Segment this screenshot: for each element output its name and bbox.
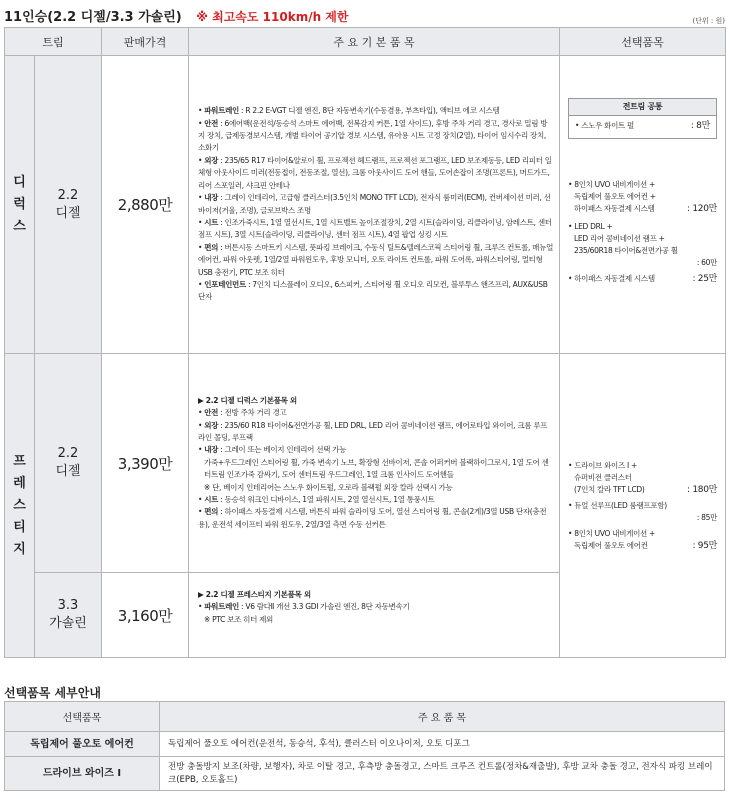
feature-text: : 235/65 R17 타이어&알로이 휠, 프로젝션 헤드램프, 프로젝션 포그램프, LED 보조제동등, LED 리피터 일체형 아웃사이드 미러(전동접이, 전동조절, 열선), 크롬 아웃사이드 도어 핸들, 도어손잡이 조명(프론트), 머드가드, 리어 스포일러, 샤크핀 안테나	[198, 155, 552, 190]
feature-text: : 전방 주차 거리 경고	[218, 408, 287, 418]
option-label: • 스노우 화이트 펄	[575, 121, 635, 130]
option-line: • 드라이브 와이즈 I +	[568, 460, 637, 470]
header-price: 판매가격	[102, 28, 189, 56]
option-line: 235/60R18 타이어&전면가공 휠	[574, 246, 678, 255]
option-line: • 듀얼 선루프(LED 룸램프포함)	[568, 500, 667, 510]
option-line: 독립제어 풀오토 에어컨	[574, 540, 648, 550]
option-line: (7인치 칼라 TFT LCD)	[574, 484, 645, 494]
detail-row	[5, 732, 725, 757]
feature-text: : 동승석 워크인 디바이스, 1열 파워시트, 2열 열선시트, 1열 통풍시트	[218, 495, 435, 505]
trim-char: 럭	[13, 196, 26, 212]
feature-item: • 파워트레인 : V6 람다Ⅱ 개선 3.3 GDI 가솔린 엔진, 8단 자동변속기	[198, 602, 410, 612]
row-deluxe	[5, 56, 726, 354]
feature-item: • 인포테인먼트 : 7인치 디스플레이 오디오, 6스피커, 스티어링 휠 오디오 리모컨, 블루투스 핸즈프리, AUX&USB 단자	[198, 279, 548, 302]
engine-fuel: 디젤	[55, 464, 81, 479]
feature-item: • 외장 : 235/65 R17 타이어&알로이 휠, 프로젝션 헤드램프, 프로젝션 포그램프, LED 보조제동등, LED 리피터 일체형 아웃사이드 미러(전동접이, 전동조절, 열선), 크롬 아웃사이드 도어 핸들, 도어손잡이 조명(프론트), 머드가드, 리어 스포일러, 샤크핀 안테나	[198, 155, 552, 190]
common-options-title: 전트림 공통	[569, 99, 716, 116]
row-prestige-diesel	[5, 354, 726, 573]
feature-note: ※ 단, 베이지 인테리어는 스노우 화이트펄, 오로라 블랙펄 외장 칼라 선택시 가능	[204, 482, 453, 492]
header-trim: 트림	[5, 28, 102, 56]
trim-char: 스	[13, 497, 26, 513]
page-title	[4, 6, 349, 25]
option-line: • 8인치 UVO 내비게이션 +	[568, 180, 656, 189]
price-prestige-diesel: 3,390만	[102, 354, 189, 573]
features-prestige-diesel	[189, 354, 560, 573]
option-line: LED 리어 콤비네이션 램프 +	[574, 234, 665, 243]
option-price: : 25만	[692, 274, 718, 284]
detail-option-name: 독립제어 풀오토 에어컨	[5, 732, 160, 757]
price-deluxe: 2,880만	[102, 56, 189, 354]
feature-item: • 안전 : 6에어백(운전석/동승석 스마트 에어백, 전복감지 커튼, 1열 사이드), 후방 주차 거리 경고, 경사로 밀림 방지 장치, 급제동경보시스템, 개별 타이어 공기압 경보 시스템, 유아용 시트 고정 장치(2열), 타이어 임시수리 장치, 소화기	[198, 118, 548, 153]
engine-fuel: 가솔린	[49, 616, 87, 631]
engine-size: 3.3	[57, 598, 79, 613]
feature-label: 시트	[204, 217, 219, 227]
trim-prestige	[5, 354, 35, 658]
detail-header-items: 주 요 품 목	[160, 702, 725, 732]
feature-label: 시트	[204, 495, 219, 505]
option-item	[568, 179, 717, 215]
feature-label: 파워트레인	[204, 602, 239, 612]
price-table	[4, 27, 726, 658]
option-item	[568, 221, 717, 257]
feature-label: 편의	[204, 242, 219, 252]
option-item	[568, 500, 717, 524]
options-deluxe	[560, 56, 726, 354]
trim-deluxe	[5, 56, 35, 354]
feature-text: : 그레이 인테리어, 고급형 클러스터(3.5인치 MONO TFT LCD), 전자식 룸미러(ECM), 컨버세이션 미러, 선바이저(거울, 조명), 글로브박스 조명	[198, 193, 551, 215]
feature-text: : V6 람다Ⅱ 개선 3.3 GDI 가솔린 엔진, 8단 자동변속기	[238, 602, 410, 612]
feature-text: : 235/60 R18 타이어&전면가공 휠, LED DRL, LED 리어 콤비네이션 램프, 에어로타입 와이어, 크롬 루프라인 몰딩, 루프랙	[198, 420, 548, 442]
option-price: : 120만	[687, 204, 718, 214]
detail-option-name: 드라이브 와이즈 I	[5, 757, 160, 791]
header-features: 주 요 기 본 품 목	[189, 28, 560, 56]
detail-section-title: 선택품목 세부안내	[4, 686, 101, 700]
feature-label: 인포테인먼트	[204, 279, 246, 289]
option-item	[568, 460, 717, 496]
feature-label: 안전	[204, 118, 219, 128]
feature-label: 내장	[204, 445, 219, 455]
trim-char: 티	[13, 519, 26, 535]
option-item	[569, 116, 716, 138]
engine-prestige-gasoline	[35, 573, 102, 658]
detail-option-desc: 독립제어 풀오토 에어컨(운전석, 동승석, 후석), 클러스터 이오나이저, 오토 디포그	[160, 732, 725, 757]
feature-label: 내장	[204, 193, 219, 203]
feature-heading: ▶ 2.2 디젤 프레스티지 기본품목 외	[198, 590, 311, 599]
option-line: 독립제어 풀오토 에어컨 +	[574, 192, 656, 201]
detail-table	[4, 701, 725, 791]
feature-label: 외장	[204, 420, 219, 430]
engine-prestige-diesel	[35, 354, 102, 573]
common-options-box	[568, 98, 717, 139]
title-text: 11인승(2.2 디젤/3.3 가솔린)	[4, 10, 182, 25]
feature-item: 가죽+우드그레인 스티어링 휠, 가죽 변속기 노브, 확장형 선바이저, 콘솔 어퍼커버 블랙하이그로시, 1열 도어 센터트림 인조가죽 감싸기, 도어 센터트림 우드그레인, 1열 크롬 인사이드 도어핸들	[204, 457, 549, 480]
trim-char: 프	[13, 453, 26, 469]
engine-deluxe	[35, 56, 102, 354]
feature-item: • 외장 : 235/60 R18 타이어&전면가공 휠, LED DRL, LED 리어 콤비네이션 램프, 에어로타입 와이어, 크롬 루프라인 몰딩, 루프랙	[198, 420, 548, 442]
feature-label: 안전	[204, 408, 219, 418]
feature-item: • 편의 : 하이패스 자동결제 시스템, 버튼식 파워 슬라이딩 도어, 열선 스티어링 휠, 콘솔(2게)/3열 USB 단자(충전용), 운전석 세이프티 파워 윈도우, 2열/3열 측면 수동 선커튼	[198, 507, 547, 529]
option-item	[568, 528, 717, 552]
price-prestige-gasoline: 3,160만	[102, 573, 189, 658]
feature-item: • 내장 : 그레이 인테리어, 고급형 클러스터(3.5인치 MONO TFT LCD), 전자식 룸미러(ECM), 컨버세이션 미러, 선바이저(거울, 조명), 글로브박스 조명	[198, 193, 551, 215]
unit-label: (단위 : 원)	[692, 17, 725, 25]
feature-item: • 내장 : 그레이 또는 베이지 인테리어 선택 가능	[198, 445, 347, 455]
option-item	[568, 273, 717, 285]
detail-option-desc: 전방 충돌방지 보조(차량, 보행자), 차로 이탈 경고, 후측방 충돌경고, 스마트 크루즈 컨트롤(정차&재출발), 후방 교차 충돌 경고, 전자식 파킹 브레이크(EPB, 오토홀드)	[160, 757, 725, 791]
trim-char: 지	[13, 541, 26, 557]
option-line: • 8인치 UVO 내비게이션 +	[568, 528, 656, 538]
feature-heading: ▶ 2.2 디젤 디럭스 기본품목 외	[198, 395, 297, 405]
detail-table-header	[5, 702, 725, 732]
option-line: 하이패스 자동결제 시스템	[574, 204, 655, 213]
feature-text: : 6에어백(운전석/동승석 스마트 에어백, 전복감지 커튼, 1열 사이드), 후방 주차 거리 경고, 경사로 밀림 방지 장치, 급제동경보시스템, 개별 타이어 공기압 경보 시스템, 유아용 시트 고정 장치(2열), 타이어 임시수리 장치, 소화기	[198, 118, 548, 153]
feature-item: • 시트 : 동승석 워크인 디바이스, 1열 파워시트, 2열 열선시트, 1열 통풍시트	[198, 495, 435, 505]
option-price: : 85만	[696, 512, 718, 522]
option-price-row	[568, 257, 717, 269]
feature-text: : 버튼시동 스마트키 시스템, 풋파킹 브레이크, 수동식 틸트&텔레스코픽 스티어링 휠, 크루즈 컨트롤, 매뉴얼 에어컨, 파워 아웃렛, 1열/2열 파워윈도우, 후방 모니터, 오토 라이트 컨트롤, 파워 도어록, 파워스티어링, 멀티형 USB 충전기, PTC 보조 히터	[198, 242, 554, 277]
feature-text: : 7인치 디스플레이 오디오, 6스피커, 스티어링 휠 오디오 리모컨, 블루투스 핸즈프리, AUX&USB 단자	[198, 279, 548, 302]
feature-label: 편의	[204, 507, 219, 517]
options-prestige	[560, 354, 726, 658]
engine-size: 2.2	[57, 446, 79, 461]
feature-text: : 하이패스 자동결제 시스템, 버튼식 파워 슬라이딩 도어, 열선 스티어링 휠, 콘솔(2게)/3열 USB 단자(충전용), 운전석 세이프티 파워 윈도우, 2열/3열 측면 수동 선커튼	[198, 507, 547, 529]
trim-char: 레	[13, 475, 26, 491]
features-deluxe	[189, 56, 560, 354]
price-table-header	[5, 28, 726, 56]
detail-row	[5, 757, 725, 791]
feature-item: • 편의 : 버튼시동 스마트키 시스템, 풋파킹 브레이크, 수동식 틸트&텔레스코픽 스티어링 휠, 크루즈 컨트롤, 매뉴얼 에어컨, 파워 아웃렛, 1열/2열 파워윈도우, 후방 모니터, 오토 라이트 컨트롤, 파워 도어록, 파워스티어링, 멀티형 USB 충전기, PTC 보조 히터	[198, 242, 554, 277]
option-price: : 180만	[687, 484, 718, 495]
trim-char: 디	[13, 174, 26, 190]
feature-text: : R 2.2 E-VGT 디젤 엔진, 8단 자동변속기(수동겸용, 부츠타입), 액티브 에코 시스템	[238, 106, 500, 116]
engine-fuel: 디젤	[55, 205, 81, 221]
option-line: • LED DRL +	[568, 222, 613, 231]
feature-item: • 파워트레인 : R 2.2 E-VGT 디젤 엔진, 8단 자동변속기(수동겸용, 부츠타입), 액티브 에코 시스템	[198, 106, 500, 116]
engine-size: 2.2	[57, 187, 79, 203]
feature-item: • 안전 : 전방 주차 거리 경고	[198, 408, 287, 418]
detail-header-option: 선택품목	[5, 702, 160, 732]
trim-char: 스	[13, 218, 26, 234]
option-price: : 95만	[692, 540, 718, 551]
speed-limit-warning: ※ 최고속도 110km/h 제한	[196, 10, 349, 24]
feature-label: 외장	[204, 155, 219, 165]
feature-item: • 시트 : 인조가죽시트, 1열 열선시트, 1열 시트벨트 높이조절장치, 2열 시트(슬라이딩, 리클라이닝, 암레스트, 센터 점프 시트), 3열 시트(슬라이딩, 리클라이닝, 센터 점프 시트), 4열 팝업 싱킹 시트	[198, 217, 552, 240]
feature-text: : 인조가죽시트, 1열 열선시트, 1열 시트벨트 높이조절장치, 2열 시트(슬라이딩, 리클라이닝, 암레스트, 센터 점프 시트), 3열 시트(슬라이딩, 리클라이닝, 센터 점프 시트), 4열 팝업 싱킹 시트	[198, 217, 552, 240]
option-line: • 하이패스 자동결제 시스템	[568, 274, 655, 283]
option-line: 슈퍼비전 클러스터	[574, 472, 632, 482]
option-price: : 60만	[696, 258, 718, 267]
feature-note: ※ PTC 보조 히터 제외	[204, 614, 274, 624]
features-prestige-gasoline	[189, 573, 560, 658]
option-price: : 8만	[690, 121, 711, 131]
feature-text: : 그레이 또는 베이지 인테리어 선택 가능	[218, 445, 347, 455]
feature-label: 파워트레인	[204, 106, 239, 116]
header-options: 선택품목	[560, 28, 726, 56]
